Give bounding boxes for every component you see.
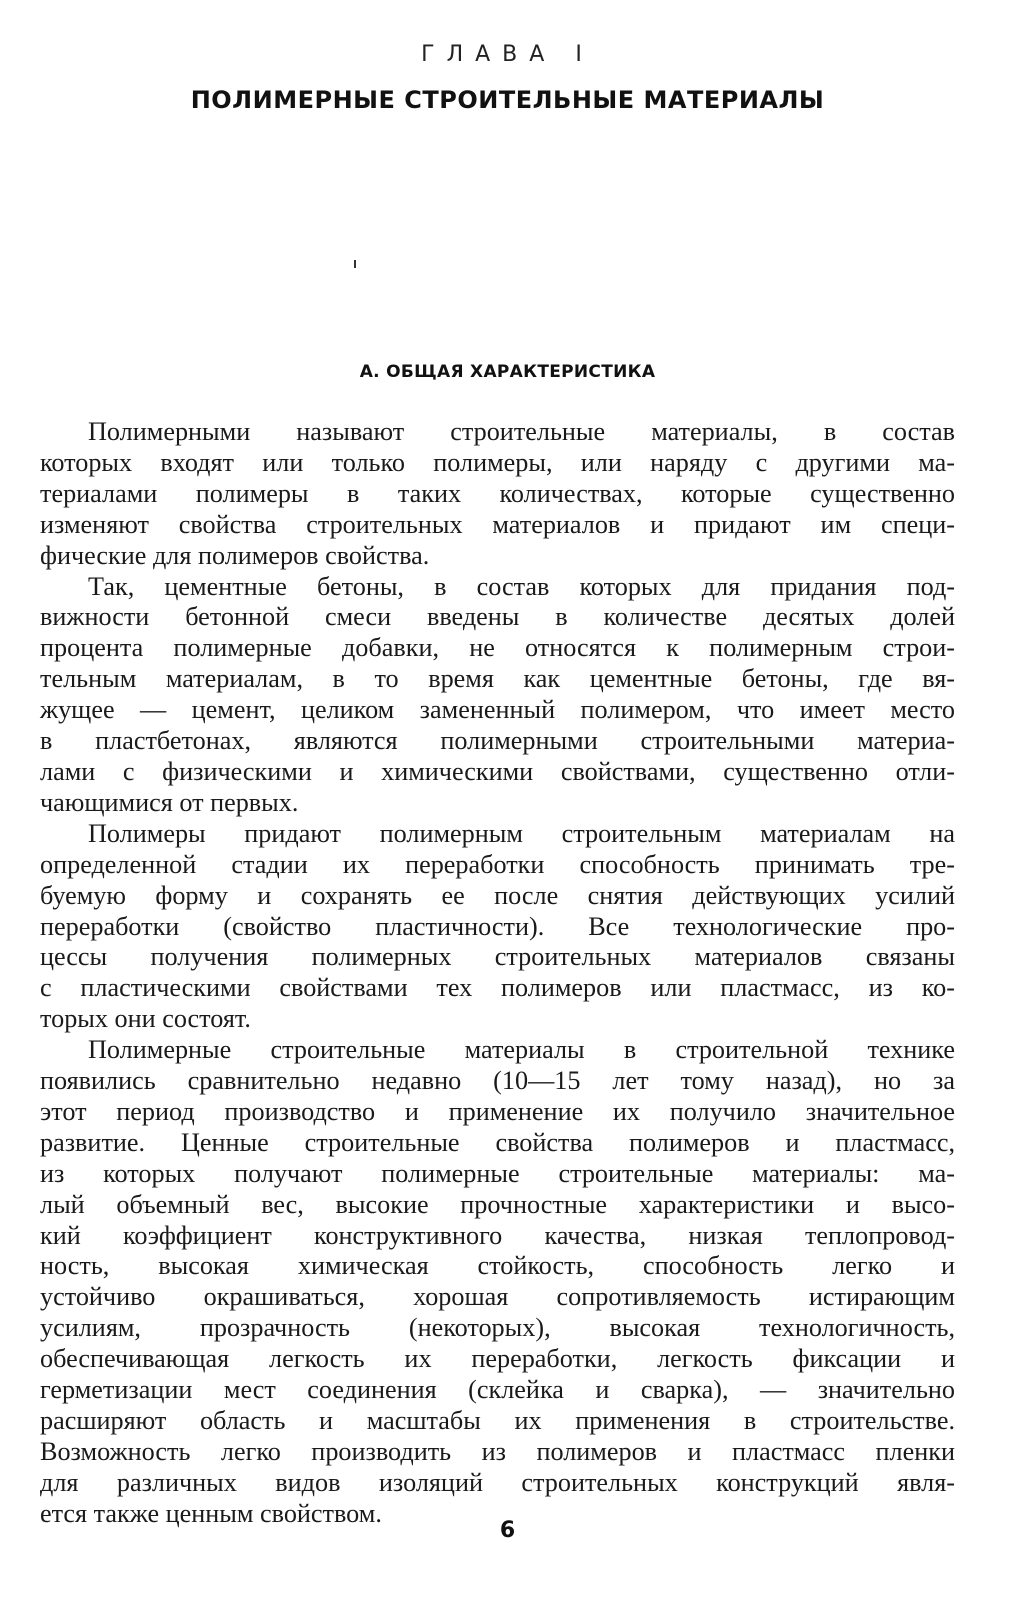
- text-line: торых они состоят.: [40, 1004, 251, 1034]
- text-line: обеспечивающая легкость их переработки, легкость фиксации и: [40, 1344, 955, 1374]
- text-line: усилиям, прозрачность (некоторых), высокая технологичность,: [40, 1313, 955, 1343]
- text-line: цессы получения полимерных строительных материалов связаны: [40, 942, 955, 972]
- paragraph: [40, 1035, 955, 1530]
- text-line: из которых получают полимерные строительные материалы: ма-: [40, 1158, 955, 1188]
- text-line: вижности бетонной смеси введены в количестве десятых долей: [40, 602, 955, 632]
- page-number: 6: [499, 1518, 516, 1543]
- print-speck: [354, 260, 356, 268]
- text-line: в пластбетонах, являются полимерными строительными материа-: [40, 726, 955, 756]
- text-line: жущее — цемент, целиком замененный полимером, что имеет место: [40, 695, 955, 725]
- text-line: лый объемный вес, высокие прочностные характеристики и высо-: [40, 1189, 955, 1219]
- text-line: Так, цементные бетоны, в состав которых для придания под-: [88, 571, 955, 601]
- text-line: процента полимерные добавки, не относятся к полимерным строи-: [40, 633, 955, 663]
- text-line: появились сравнительно недавно (10—15 лет тому назад), но за: [40, 1066, 955, 1096]
- chapter-label: ГЛАВА I: [421, 42, 594, 67]
- text-line: с пластическими свойствами тех полимеров или пластмасс, из ко-: [40, 973, 955, 1003]
- text-line: герметизации мест соединения (склейка и сварка), — значительно: [40, 1375, 955, 1405]
- text-line: тельным материалам, в то время как цементные бетоны, где вя-: [40, 664, 955, 694]
- text-line: кий коэффициент конструктивного качества, низкая теплопровод-: [40, 1220, 955, 1250]
- text-line: Возможность легко производить из полимеров и пластмасс пленки: [40, 1436, 955, 1466]
- text-line: определенной стадии их переработки способность принимать тре-: [40, 849, 955, 879]
- paragraph: [40, 572, 955, 819]
- text-line: Полимерные строительные материалы в строительной технике: [88, 1035, 955, 1065]
- text-line: устойчиво окрашиваться, хорошая сопротивляемость истирающим: [40, 1282, 955, 1312]
- text-line: ется также ценным свойством.: [40, 1498, 382, 1528]
- text-line: чающимися от первых.: [40, 787, 299, 817]
- body-text: [40, 417, 955, 1530]
- text-line: которых входят или только полимеры, или наряду с другими ма-: [40, 447, 955, 477]
- text-line: фические для полимеров свойства.: [40, 540, 430, 570]
- text-line: расширяют область и масштабы их применения в строительстве.: [40, 1406, 955, 1435]
- chapter-title: ПОЛИМЕРНЫЕ СТРОИТЕЛЬНЫЕ МАТЕРИАЛЫ: [190, 86, 825, 114]
- text-line: Полимеры придают полимерным строительным материалам на: [88, 818, 955, 848]
- paragraph: [40, 819, 955, 1035]
- text-line: для различных видов изоляций строительных конструкций явля-: [40, 1467, 955, 1497]
- text-line: изменяют свойства строительных материалов и придают им специ-: [40, 509, 955, 539]
- text-line: переработки (свойство пластичности). Все технологические про-: [40, 911, 955, 941]
- text-line: буемую форму и сохранять ее после снятия действующих усилий: [40, 880, 955, 910]
- text-line: Полимерными называют строительные материалы, в состав: [88, 417, 955, 446]
- text-line: развитие. Ценные строительные свойства полимеров и пластмасс,: [40, 1127, 955, 1157]
- text-line: ность, высокая химическая стойкость, способность легко и: [40, 1251, 955, 1281]
- text-line: этот период производство и применение их получило значительное: [40, 1096, 955, 1126]
- text-line: териалами полимеры в таких количествах, которые существенно: [40, 478, 955, 508]
- text-line: лами с физическими и химическими свойствами, существенно отли-: [40, 756, 955, 786]
- paragraph: [40, 417, 955, 572]
- section-title: А. ОБЩАЯ ХАРАКТЕРИСТИКА: [359, 362, 656, 382]
